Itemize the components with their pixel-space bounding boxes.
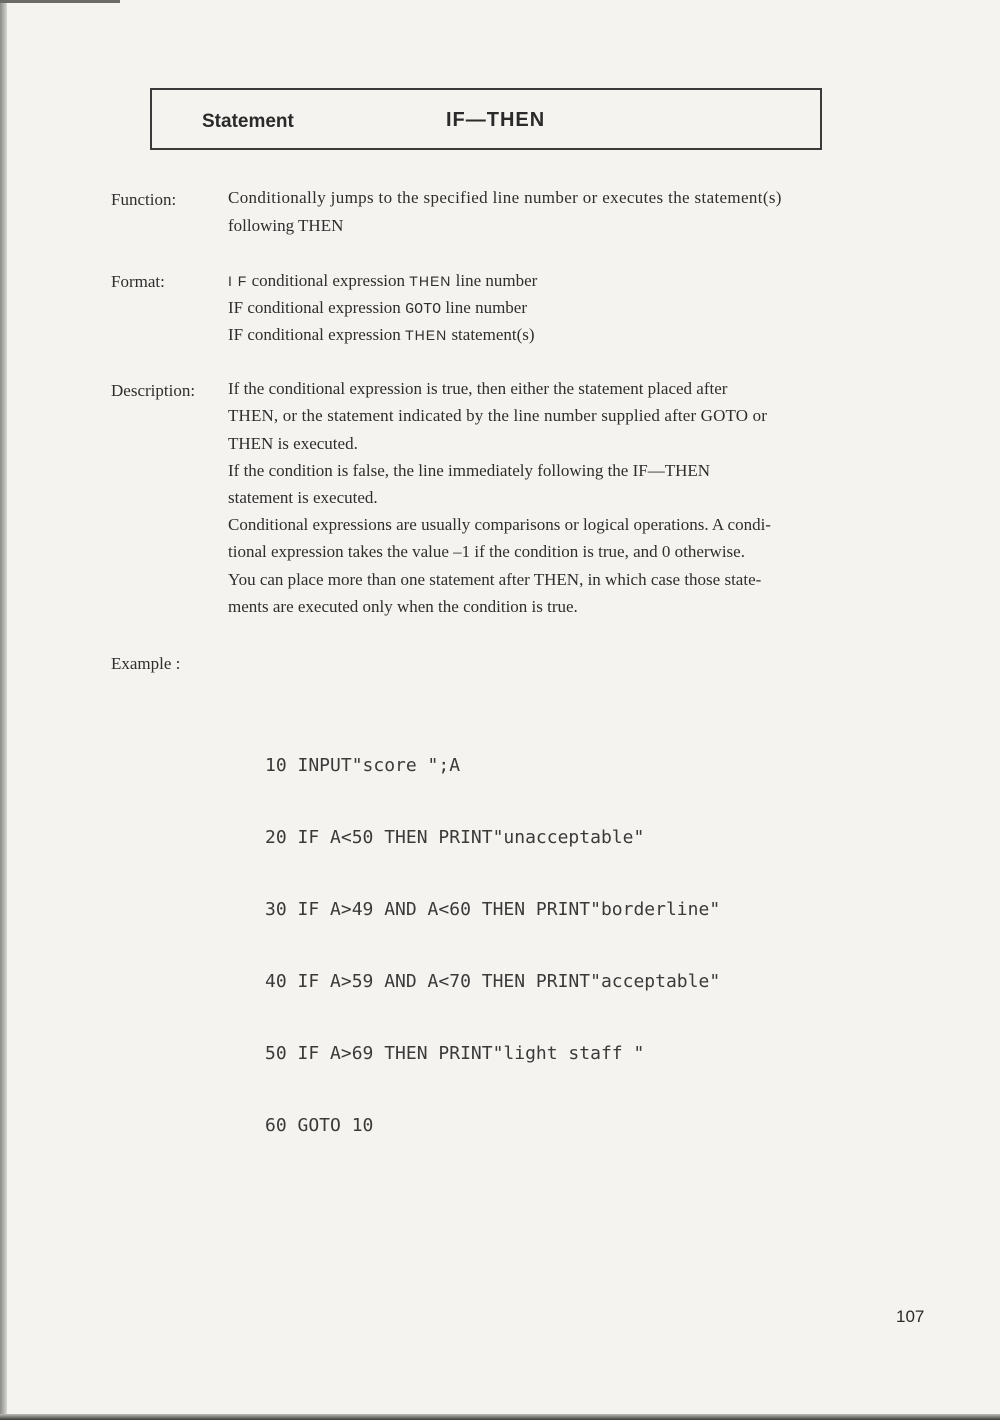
- format-text: conditional expression: [247, 271, 410, 290]
- format-text: IF conditional expression: [228, 298, 406, 317]
- page-number: 107: [896, 1307, 925, 1326]
- description-line: THEN, or the statement indicated by the line number supplied after GOTO or: [228, 406, 768, 425]
- format-text: line number: [441, 298, 527, 317]
- format-keyword: I F: [228, 273, 248, 289]
- description-line: If the conditional expression is true, then either the statement placed after: [228, 379, 728, 398]
- statement-name: IF—THEN: [446, 109, 546, 131]
- code-line: 40 IF A>59 AND A<70 THEN PRINT"acceptable": [265, 971, 721, 992]
- format-keyword: GOTO: [405, 301, 442, 318]
- function-line: Conditionally jumps to the specified line number or executes the statement(s): [228, 188, 782, 207]
- format-line: [228, 325, 535, 345]
- format-text: statement(s): [447, 325, 535, 344]
- description-label: Description:: [111, 381, 196, 400]
- code-line: 60 GOTO 10: [265, 1115, 374, 1136]
- format-keyword: THEN: [409, 273, 452, 289]
- description-line: Conditional expressions are usually comparisons or logical operations. A condi-: [228, 515, 771, 534]
- description-line: If the condition is false, the line immediately following the IF—THEN: [228, 461, 711, 480]
- format-line: [228, 271, 537, 291]
- example-label: Example :: [111, 654, 181, 673]
- code-line: 20 IF A<50 THEN PRINT"unacceptable": [265, 827, 645, 848]
- format-label: Format:: [111, 272, 165, 291]
- page-edge-bottom: [0, 1414, 1000, 1420]
- description-line: THEN is executed.: [228, 434, 358, 453]
- statement-header-box: [150, 88, 822, 150]
- format-line: [228, 298, 527, 318]
- code-line: 30 IF A>49 AND A<60 THEN PRINT"borderline": [265, 899, 721, 920]
- function-line: following THEN: [228, 216, 344, 235]
- function-label: Function:: [111, 190, 177, 209]
- description-line: You can place more than one statement after THEN, in which case those state-: [228, 570, 762, 589]
- format-text: line number: [451, 271, 538, 290]
- example-code-block: [265, 706, 720, 1162]
- code-line: 10 INPUT"score ";A: [265, 755, 461, 776]
- code-line: 50 IF A>69 THEN PRINT"light staff ": [265, 1043, 645, 1064]
- description-line: ments are executed only when the condition is true.: [228, 597, 578, 616]
- description-line: statement is executed.: [228, 488, 378, 507]
- format-text: IF conditional expression: [228, 325, 406, 344]
- statement-label: Statement: [202, 111, 294, 132]
- page-edge-top: [0, 0, 120, 3]
- description-line: tional expression takes the value –1 if the condition is true, and 0 otherwise.: [228, 542, 745, 561]
- format-keyword: THEN: [405, 327, 448, 343]
- page-edge-left: [0, 0, 7, 1420]
